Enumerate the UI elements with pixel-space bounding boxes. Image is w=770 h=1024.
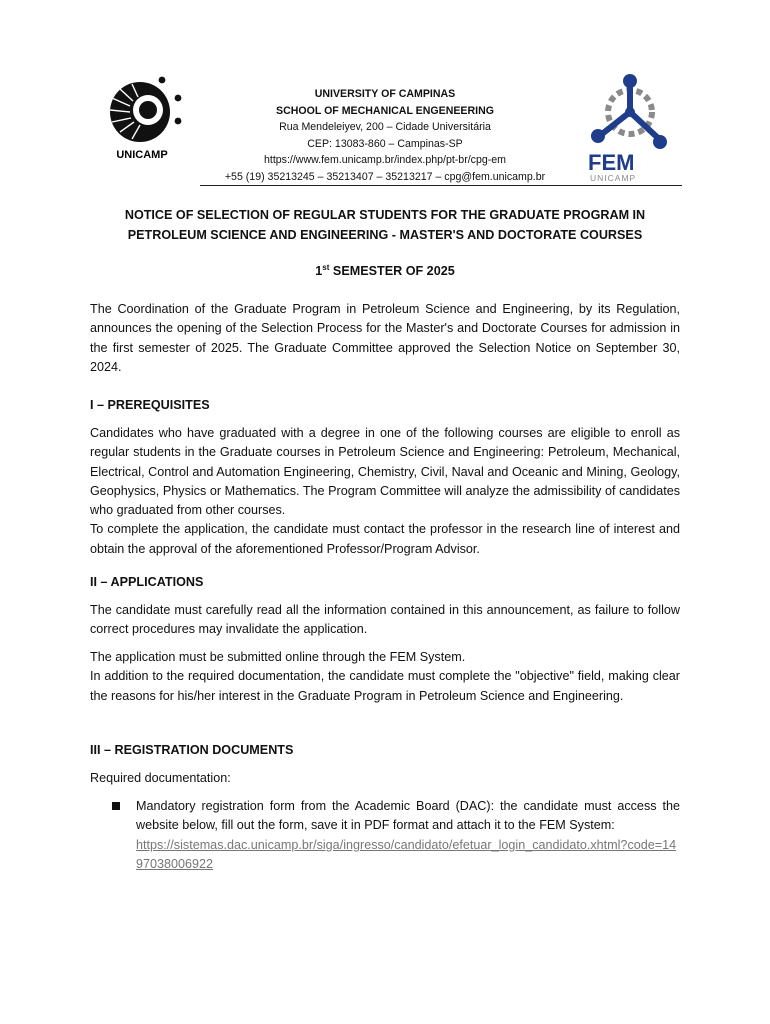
contact-line: +55 (19) 35213245 – 35213407 – 35213217 – cpg@fem.unicamp.br xyxy=(224,170,546,183)
unicamp-logo xyxy=(100,76,184,164)
address-line: Rua Mendeleiyev, 200 – Cidade Universitária xyxy=(279,121,491,134)
notice-title xyxy=(90,205,680,245)
fem-logo-text: FEM xyxy=(588,150,635,175)
institution-header xyxy=(200,86,570,186)
semester-ordinal: st xyxy=(322,262,330,272)
fem-emblem xyxy=(591,74,667,149)
documents-bullet-text: Mandatory registration form from the Academic Board (DAC): the candidate must access the website below, fill out the form, save it in PDF format and attach it to the FEM System: xyxy=(136,799,680,833)
intro-paragraph: The Coordination of the Graduate Program in Petroleum Science and Engineering, by its Regulation, announces the opening of the Selection Process for the Master's and Doctorate Courses for admission in the first semester of 2025. The Graduate Committee approved the Selection Notice on September 30, 2024. xyxy=(90,302,680,374)
applications-para1: The candidate must carefully read all the information contained in this announcement, as failure to follow correct procedures may invalidate the application. xyxy=(90,603,680,637)
section-applications-heading: II – APPLICATIONS xyxy=(90,575,204,589)
semester-heading xyxy=(90,262,680,280)
fem-logo xyxy=(584,72,672,184)
school-name: SCHOOL OF MECHANICAL ENGENEERING xyxy=(276,104,494,117)
prerequisites-para1: Candidates who have graduated with a degree in one of the following courses are eligible to enroll as regular students in the Graduate courses in Petroleum Science and Engineering: Petroleum, Mechanical, Electrical, Control and Automation Engineering, Chemistry, Civil, Naval and Oceanic and Mining, Geology, Geophysics, Physics or Mathematics. The Program Committee will analyze the admissibility of candidates who graduated from other courses. xyxy=(90,426,680,518)
semester-number: 1 xyxy=(315,264,323,278)
unicamp-logo-text: UNICAMP xyxy=(116,149,168,161)
notice-title-line1: NOTICE OF SELECTION OF REGULAR STUDENTS FOR THE GRADUATE PROGRAM IN xyxy=(124,208,646,222)
fem-logo-subtext: UNICAMP xyxy=(590,173,637,183)
unicamp-emblem xyxy=(110,77,181,142)
applications-para2: The application must be submitted online through the FEM System. xyxy=(90,650,466,664)
university-name: UNIVERSITY OF CAMPINAS xyxy=(314,88,456,100)
header-divider xyxy=(200,185,682,186)
bullet-square-icon xyxy=(112,802,120,810)
cep-line: CEP: 13083-860 – Campinas-SP xyxy=(307,137,463,150)
semester-text: SEMESTER OF 2025 xyxy=(329,264,455,278)
notice-title-line2: PETROLEUM SCIENCE AND ENGINEERING - MASTER'S AND DOCTORATE COURSES xyxy=(127,228,643,242)
documents-bullet-item xyxy=(136,797,680,874)
applications-paragraphs xyxy=(90,648,680,706)
section-prerequisites-heading: I – PREREQUISITES xyxy=(90,398,210,412)
website-line[interactable]: https://www.fem.unicamp.br/index.php/pt-br/cpg-em xyxy=(264,154,506,167)
documents-intro: Required documentation: xyxy=(90,771,231,785)
section-documents-heading: III – REGISTRATION DOCUMENTS xyxy=(90,743,294,757)
prerequisites-paragraph xyxy=(90,424,680,559)
prerequisites-para2: To complete the application, the candidate must contact the professor in the research line of interest and obtain the approval of the aforementioned Professor/Program Advisor. xyxy=(90,522,680,556)
applications-para3: In addition to the required documentation, the candidate must complete the "objective" field, making clear the reasons for his/her interest in the Graduate Program in Petroleum Science and Engineering. xyxy=(90,669,680,703)
dac-registration-link[interactable]: https://sistemas.dac.unicamp.br/siga/ingresso/candidato/efetuar_login_candidato.xhtml?code=1497038006922 xyxy=(136,837,677,871)
